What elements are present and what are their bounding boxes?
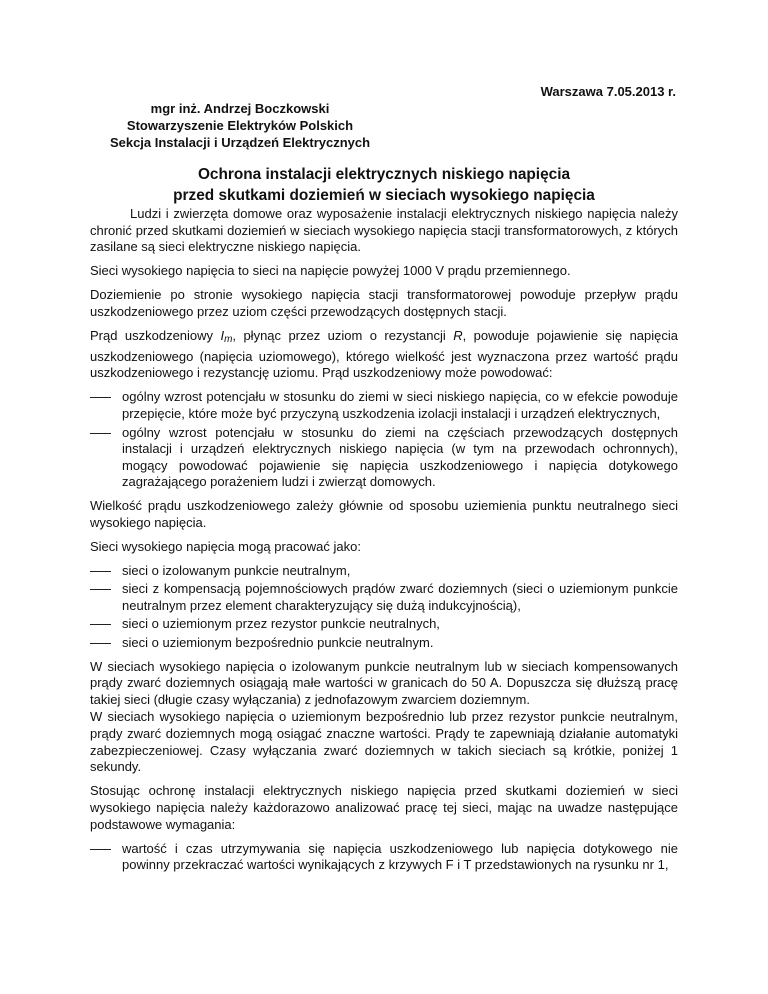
paragraph-5: Wielkość prądu uszkodzeniowego zależy głównie od sposobu uziemienia punktu neutralnego sieci wysokiego napięcia. bbox=[90, 497, 678, 530]
list-item-text: wartość i czas utrzymywania się napięcia uszkodzeniowego lub napięcia dotykowego nie powinny przekraczać wartości wynikających z krzywych F i T przedstawionych na rysunku nr 1, bbox=[122, 840, 678, 873]
list-item-text: sieci z kompensacją pojemnościowych prądów zwarć doziemnych (sieci o uziemionym punkcie neutralnym przez element charakteryzujący się dużą indukcyjnością), bbox=[122, 581, 678, 613]
current-symbol: I bbox=[220, 328, 225, 344]
resistance-symbol: R bbox=[453, 328, 463, 344]
dash-bullet-icon bbox=[90, 624, 111, 625]
network-types-list bbox=[90, 563, 678, 652]
paragraph-1: Ludzi i zwierzęta domowe oraz wyposażenie instalacji elektrycznych niskiego napięcia należy chronić przed skutkami doziemień w sieciach wysokiego napięcia stacji transformatorowych, z których zasilane są sieci elektryczne niskiego napięcia. bbox=[90, 206, 678, 255]
current-subscript: m bbox=[224, 334, 233, 346]
paragraph-6: Sieci wysokiego napięcia mogą pracować jako: bbox=[90, 538, 361, 554]
dash-bullet-icon bbox=[90, 571, 111, 572]
paragraph-7: W sieciach wysokiego napięcia o izolowanym punkcie neutralnym lub w sieciach kompensowanych prądy zwarć doziemnych osiągają małe wartości w granicach do 50 A. Dopuszcza się dłuższą pracę takiej sieci (długie czasy wyłączania) z jednofazowym zwarciem doziemnym. bbox=[90, 658, 678, 707]
requirements-list bbox=[90, 841, 678, 874]
author-organization: Stowarzyszenie Elektryków Polskich bbox=[126, 118, 354, 133]
list-item bbox=[90, 616, 678, 633]
dash-bullet-icon bbox=[90, 643, 111, 644]
document-date: Warszawa 7.05.2013 r. bbox=[540, 84, 676, 99]
list-item-text: sieci o izolowanym punkcie neutralnym, bbox=[122, 562, 351, 578]
effects-list bbox=[90, 389, 678, 491]
paragraph-3: Doziemienie po stronie wysokiego napięcia stacji transformatorowej powoduje przepływ prądu uszkodzeniowego przez uziom części przewodzących dostępnych stacji. bbox=[90, 287, 678, 319]
paragraph-4-text-b: , płynąc przez uziom o rezystancji bbox=[232, 328, 454, 344]
paragraph-2: Sieci wysokiego napięcia to sieci na napięcie powyżej 1000 V prądu przemiennego. bbox=[90, 263, 571, 279]
list-item-text: sieci o uziemionym przez rezystor punkcie neutralnych, bbox=[122, 616, 440, 632]
dash-bullet-icon bbox=[90, 433, 111, 434]
author-name: mgr inż. Andrzej Boczkowski bbox=[150, 101, 330, 116]
dash-bullet-icon bbox=[90, 589, 111, 590]
author-section: Sekcja Instalacji i Urządzeń Elektrycznych bbox=[109, 135, 371, 150]
paragraph-4 bbox=[90, 328, 678, 382]
document-title bbox=[90, 164, 678, 206]
list-item bbox=[90, 841, 678, 874]
list-item bbox=[90, 389, 678, 422]
list-item bbox=[90, 425, 678, 491]
title-line-2: przed skutkami doziemień w sieciach wysokiego napięcia bbox=[173, 187, 595, 204]
dash-bullet-icon bbox=[90, 849, 111, 850]
list-item bbox=[90, 563, 678, 580]
paragraph-4-text-c: , powoduje pojawienie się napięcia uszkodzeniowego (napięcia uziomowego), którego wielkość jest wyznaczona przez wartość prądu uszkodzeniowego i rezystancję uziomu. Prąd uszkodzeniowy może powodować: bbox=[90, 328, 678, 381]
paragraph-9: Stosując ochronę instalacji elektrycznych niskiego napięcia przed skutkami doziemień w sieci wysokiego napięcia należy każdorazowo analizować pracę tej sieci, mając na uwadze następujące podstawowe wymagania: bbox=[90, 783, 678, 832]
list-item bbox=[90, 581, 678, 614]
list-item-text: ogólny wzrost potencjału w stosunku do ziemi w sieci niskiego napięcia, co w efekcie powoduje przepięcie, które może być przyczyną uszkodzenia izolacji instalacji i urządzeń elektrycznych, bbox=[122, 389, 678, 421]
title-line-1: Ochrona instalacji elektrycznych niskiego napięcia bbox=[197, 166, 571, 183]
document-body bbox=[90, 206, 678, 881]
dash-bullet-icon bbox=[90, 397, 111, 398]
paragraph-4-text-a: Prąd uszkodzeniowy bbox=[90, 328, 221, 344]
list-item-text: ogólny wzrost potencjału w stosunku do ziemi na częściach przewodzących dostępnych instalacji i urządzeń elektrycznych niskiego napięcia (w tym na przewodach ochronnych), mogący powodować pojawienie się napięcia uszkodzeniowego i napięcia dotykowego zagrażającego porażeniem ludzi i zwierząt domowych. bbox=[122, 424, 678, 490]
paragraph-8: W sieciach wysokiego napięcia o uziemionym bezpośrednio lub przez rezystor punkcie neutralnym, prądy zwarć doziemnych mogą osiągać znaczne wartości. Prądy te zapewniają działanie automatyki zabezpieczeniowej. Czasy wyłączania zwarć doziemnych w takich sieciach są krótkie, poniżej 1 sekundy. bbox=[90, 709, 678, 775]
list-item-text: sieci o uziemionym bezpośrednio punkcie neutralnym. bbox=[122, 635, 434, 651]
author-block bbox=[88, 100, 392, 151]
list-item bbox=[90, 635, 678, 652]
